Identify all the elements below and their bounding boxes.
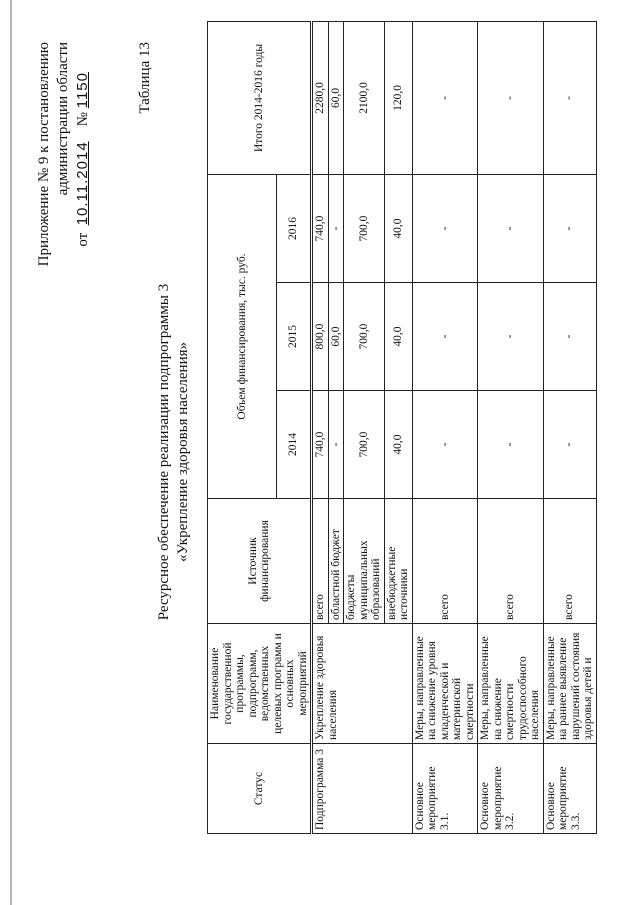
source-cell: всего <box>478 499 544 624</box>
value-cell: 700,0 <box>344 283 385 391</box>
appendix-line-2: администрации области <box>55 42 71 196</box>
col-header-volume: Объем финансирования, тыс. руб. <box>208 174 277 498</box>
col-header-name: Наименование государственной программы, подпрограмм, ведомственных целевых программ и основных мероприятий <box>208 624 312 744</box>
value-cell: - <box>543 174 596 282</box>
measure-name: Меры, направленные на снижение смертности трудоспособного населения <box>478 624 544 744</box>
table-label: Таблица 13 <box>137 42 153 114</box>
value-cell: - <box>478 391 544 499</box>
col-header-2015: 2015 <box>276 283 311 391</box>
value-cell: 2100,0 <box>344 21 385 174</box>
value-cell: - <box>328 174 344 282</box>
value-cell: - <box>478 283 544 391</box>
table-row <box>543 21 596 833</box>
appendix-ot: от <box>75 232 91 247</box>
value-cell: 40,0 <box>384 283 412 391</box>
appendix-date-line <box>73 42 93 266</box>
value-cell: 120,0 <box>384 21 412 174</box>
scan-edge-line <box>10 0 12 905</box>
col-header-2014: 2014 <box>276 391 311 499</box>
source-cell: всего <box>412 499 478 624</box>
source-cell: всего <box>312 499 329 624</box>
value-cell: 740,0 <box>312 174 329 282</box>
source-cell: всего <box>543 499 596 624</box>
table-row <box>478 21 544 833</box>
value-cell: 700,0 <box>344 391 385 499</box>
funding-table <box>207 21 597 834</box>
appendix-no: № <box>75 112 91 127</box>
table-row <box>312 21 329 833</box>
value-cell: - <box>543 283 596 391</box>
table-row <box>412 21 478 833</box>
title-line-2: «Укрепление здоровья населения» <box>175 341 191 563</box>
appendix-header <box>35 42 93 266</box>
value-cell: 800,0 <box>312 283 329 391</box>
col-header-total: Итого 2014-2016 годы <box>208 21 312 174</box>
value-cell: - <box>412 283 478 391</box>
document-title <box>155 12 193 892</box>
measure-status: Основное мероприятие 3.2. <box>478 744 544 834</box>
subprogram-name: Укрепление здоровья населения <box>312 624 413 744</box>
value-cell: 40,0 <box>384 174 412 282</box>
value-cell: - <box>412 174 478 282</box>
appendix-date: 10.11.2014 <box>74 141 91 226</box>
col-header-2016: 2016 <box>276 174 311 282</box>
col-header-status: Статус <box>208 744 312 834</box>
subprogram-status: Подпрограмма 3 <box>312 744 413 834</box>
measure-name: Меры, направленные на снижение уровня младенческой и материнской смертности <box>412 624 478 744</box>
value-cell: 700,0 <box>344 174 385 282</box>
measure-name: Меры, направленные на раннее выявление нарушений состояния здоровья детей и <box>543 624 596 744</box>
measure-status: Основное мероприятие 3.3. <box>543 744 596 834</box>
value-cell: - <box>412 391 478 499</box>
source-cell: внебюджетные источники <box>384 499 412 624</box>
value-cell: - <box>543 21 596 174</box>
col-header-source: Источник финансирования <box>208 499 312 624</box>
value-cell: 60,0 <box>328 21 344 174</box>
appendix-number: 1150 <box>74 72 91 109</box>
appendix-line-1: Приложение № 9 к постановлению <box>36 42 52 267</box>
source-cell: областной бюджет <box>328 499 344 624</box>
value-cell: 740,0 <box>312 391 329 499</box>
value-cell: 60,0 <box>328 283 344 391</box>
title-line-1: Ресурсное обеспечение реализации подпрограммы 3 <box>156 283 172 621</box>
value-cell: - <box>478 174 544 282</box>
measure-status: Основное мероприятие 3.1. <box>412 744 478 834</box>
value-cell: 40,0 <box>384 391 412 499</box>
rotated-sheet <box>25 12 615 892</box>
value-cell: - <box>478 21 544 174</box>
value-cell: 2280,0 <box>312 21 329 174</box>
value-cell: - <box>412 21 478 174</box>
value-cell: - <box>543 391 596 499</box>
value-cell: - <box>328 391 344 499</box>
source-cell: бюджеты муниципальных образований <box>344 499 385 624</box>
